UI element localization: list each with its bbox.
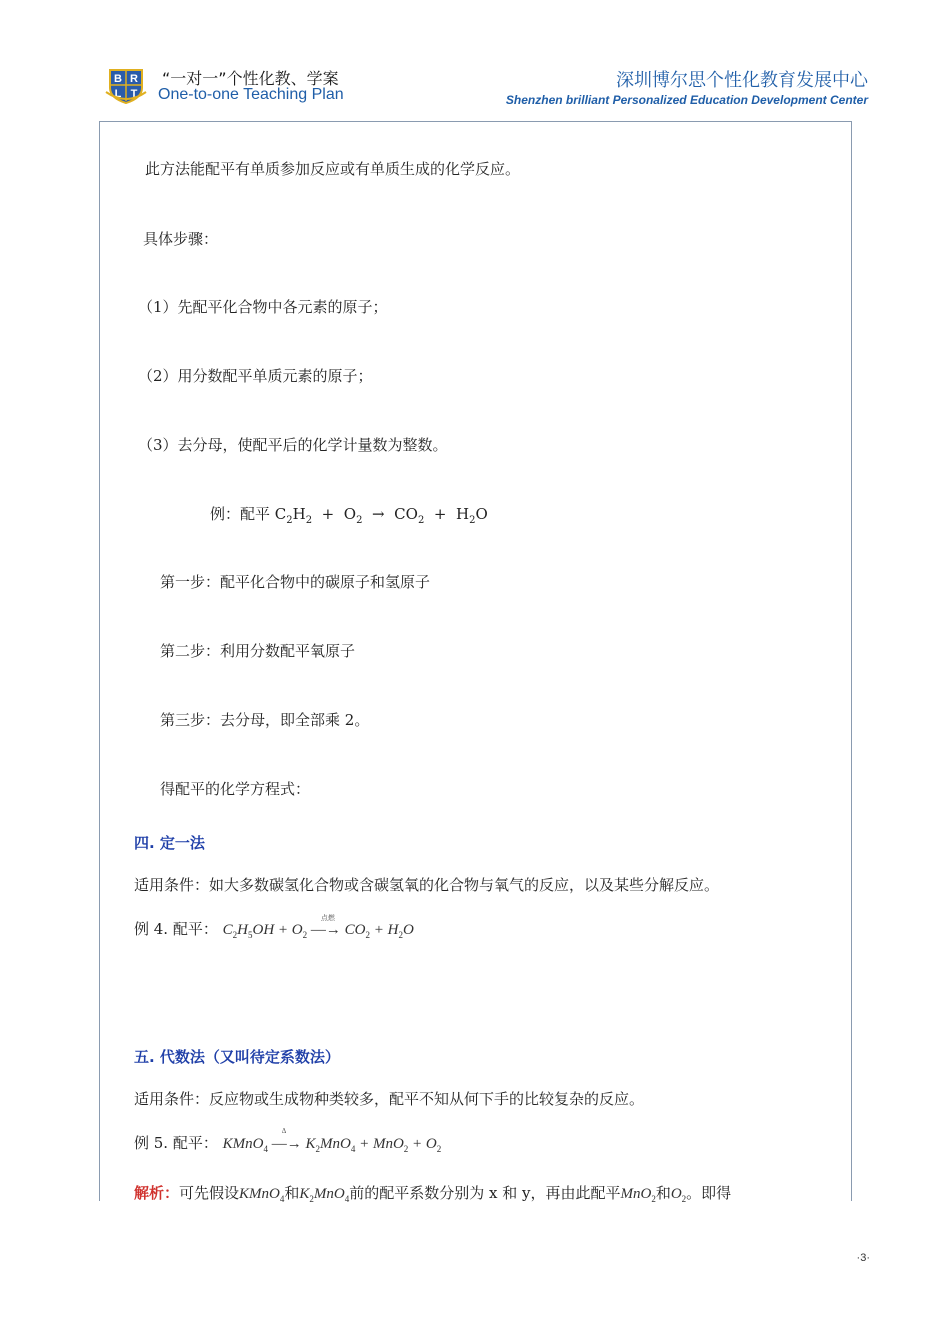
ignite-label: 点燃 <box>320 914 335 922</box>
content-frame <box>99 121 852 1204</box>
example5-label: 例 5. 配平： <box>134 1134 218 1152</box>
section5-condition: 适用条件：反应物或生成物种类较多，配平不知从何下手的比较复杂的反应。 <box>134 1090 645 1108</box>
header-title-cn: “一对一”个性化教、学案 <box>162 69 339 88</box>
header-title-en: One-to-one Teaching Plan <box>158 86 344 103</box>
brlt-logo-icon <box>104 66 148 104</box>
result-text: 得配平的化学方程式： <box>160 780 311 798</box>
steps-title: 具体步骤： <box>143 230 219 248</box>
step-3: （3）去分母，使配平后的化学计量数为整数。 <box>138 436 448 454</box>
header-org-en: Shenzhen brilliant Personalized Education Development Center <box>505 93 868 107</box>
svg-text:R: R <box>130 73 138 85</box>
analysis-label: 解析： <box>134 1184 180 1202</box>
example5-equation: KMnO$_4$ — Δ → $K_2MnO_4 + MnO_2 + O_2$ <box>222 1127 442 1154</box>
intro-text: 此方法能配平有单质参加反应或有单质生成的化学反应。 <box>145 160 521 178</box>
section4-title: 四. 定一法 <box>134 834 205 852</box>
section5-title: 五. 代数法（又叫待定系数法） <box>134 1048 340 1066</box>
example-prefix: 例：配平 <box>210 505 271 523</box>
example4-equation: $C_2H_5OH + O_2$ — 点燃 → $CO_2 + H_2O$ <box>222 914 414 940</box>
svg-text:L: L <box>114 88 122 100</box>
svg-text:B: B <box>114 73 122 85</box>
section4-condition: 适用条件：如大多数碳氢化合物或含碳氢氧的化合物与氧气的反应，以及某些分解反应。 <box>134 876 720 894</box>
first-step: 第一步：配平化合物中的碳原子和氢原子 <box>160 573 431 591</box>
step-2: （2）用分数配平单质元素的原子； <box>138 367 373 385</box>
arrow-icon: → <box>372 505 385 523</box>
page-number: ·3· <box>856 1252 870 1264</box>
header-org-cn: 深圳博尔思个性化教育发展中心 <box>616 70 868 91</box>
third-step: 第三步：去分母，即全部乘 2。 <box>160 711 370 729</box>
svg-text:T: T <box>130 88 138 100</box>
second-step: 第二步：利用分数配平氧原子 <box>160 642 356 660</box>
example-equation: 例：配平 $C_2H_2 + O_2 \to CO_2 + H_2O$ <box>210 505 488 526</box>
example4 <box>134 914 414 940</box>
analysis-line: 解析：可先假设KMnO$_4$和$K_2MnO_4$前的配平系数分别为 x 和 y，再由此配平MnO$_2$和$O_2$。即得 <box>134 1184 732 1204</box>
step-1: （1）先配平化合物中各元素的原子； <box>138 298 388 316</box>
example4-label: 例 4. 配平： <box>134 920 218 938</box>
heat-label: Δ <box>281 1127 287 1135</box>
example5 <box>134 1127 442 1154</box>
